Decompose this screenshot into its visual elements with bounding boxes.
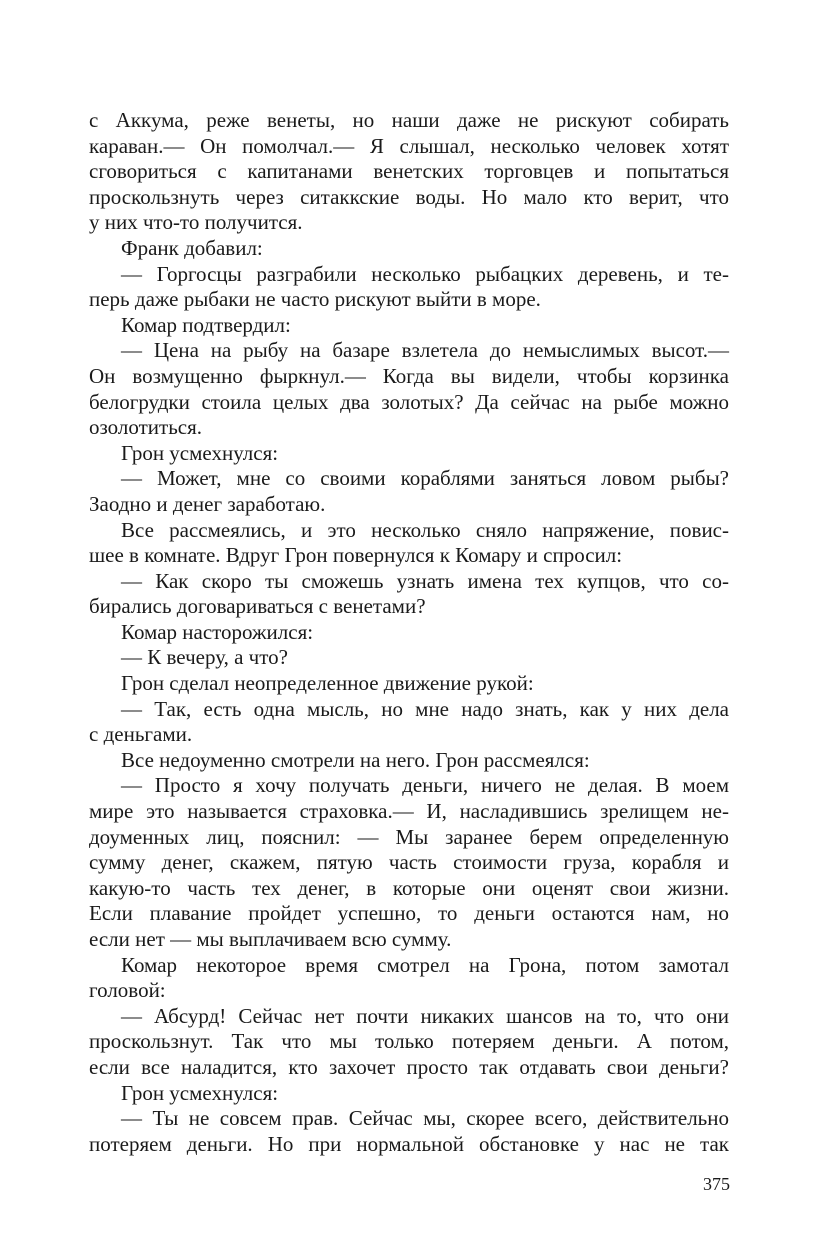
text-line: — Так, есть одна мысль, но мне надо знать, как у них дела	[121, 696, 729, 721]
text-line: бирались договариваться с венетами?	[89, 594, 426, 619]
text-line: головой:	[89, 978, 166, 1003]
text-line: Грон усмехнулся:	[121, 1080, 279, 1105]
text-line: какую-то часть тех денег, в которые они оценят свои жизни.	[89, 875, 729, 900]
text-line: — Как скоро ты сможешь узнать имена тех купцов, что со-	[121, 568, 729, 593]
text-line: Франк добавил:	[121, 235, 263, 260]
text-line: Если плавание пройдет успешно, то деньги остаются нам, но	[89, 901, 729, 926]
text-line: мире это называется страховка.— И, насладившись зрелищем не-	[89, 799, 729, 824]
text-line: — К вечеру, а что?	[121, 645, 288, 670]
text-line: караван.— Он помолчал.— Я слышал, несколько человек хотят	[89, 133, 729, 158]
page-number: 375	[703, 1174, 730, 1194]
text-line: Все недоуменно смотрели на него. Грон рассмеялся:	[121, 747, 590, 772]
text-line: Он возмущенно фыркнул.— Когда вы видели, чтобы корзинка	[89, 363, 729, 388]
text-line: Все рассмеялись, и это несколько сняло напряжение, повис-	[121, 517, 729, 542]
text-line: доуменных лиц, пояснил: — Мы заранее берем определенную	[89, 824, 729, 849]
text-line: сумму денег, скажем, пятую часть стоимости груза, корабля и	[89, 850, 729, 875]
text-line: с деньгами.	[89, 722, 193, 747]
text-line: шее в комнате. Вдруг Грон повернулся к Комару и спросил:	[89, 543, 623, 568]
text-line: — Абсурд! Сейчас нет почти никаких шансов на то, что они	[121, 1003, 729, 1028]
body-text	[89, 108, 729, 1157]
text-line: если нет — мы выплачиваем всю сумму.	[89, 927, 452, 951]
text-line: Комар насторожился:	[121, 619, 314, 644]
text-line: проскользнут. Так что мы только потеряем деньги. А потом,	[89, 1029, 729, 1054]
text-line: перь даже рыбаки не часто рискуют выйти в море.	[89, 287, 541, 312]
text-line: с Аккума, реже венеты, но наши даже не рискуют собирать	[89, 108, 729, 132]
text-line: потеряем деньги. Но при нормальной обстановке у нас не так	[89, 1131, 729, 1156]
text-line: Заодно и денег заработаю.	[89, 491, 326, 516]
text-line: — Горгосцы разграбили несколько рыбацких деревень, и те-	[121, 261, 729, 286]
text-line: — Может, мне со своими кораблями заняться ловом рыбы?	[121, 466, 729, 491]
text-line: у них что-то получится.	[89, 210, 303, 235]
text-line: проскользнуть через ситаккские воды. Но мало кто верит, что	[89, 184, 729, 209]
text-line: белогрудки стоила целых два золотых? Да сейчас на рыбе можно	[89, 389, 729, 414]
text-line: озолотиться.	[89, 415, 202, 440]
text-line: Грон усмехнулся:	[121, 440, 279, 465]
text-line: Грон сделал неопределенное движение рукой:	[121, 671, 534, 696]
text-line: — Просто я хочу получать деньги, ничего не делая. В моем	[121, 773, 729, 798]
text-line: Комар некоторое время смотрел на Грона, потом замотал	[121, 952, 729, 977]
text-line: сговориться с капитанами венетских торговцев и попытаться	[89, 159, 729, 184]
text-line: — Цена на рыбу на базаре взлетела до немыслимых высот.—	[121, 338, 729, 363]
text-line: Комар подтвердил:	[121, 312, 291, 337]
text-line: если все наладится, кто захочет просто так отдавать свои деньги?	[89, 1054, 729, 1079]
text-line: — Ты не совсем прав. Сейчас мы, скорее всего, действительно	[121, 1106, 729, 1131]
